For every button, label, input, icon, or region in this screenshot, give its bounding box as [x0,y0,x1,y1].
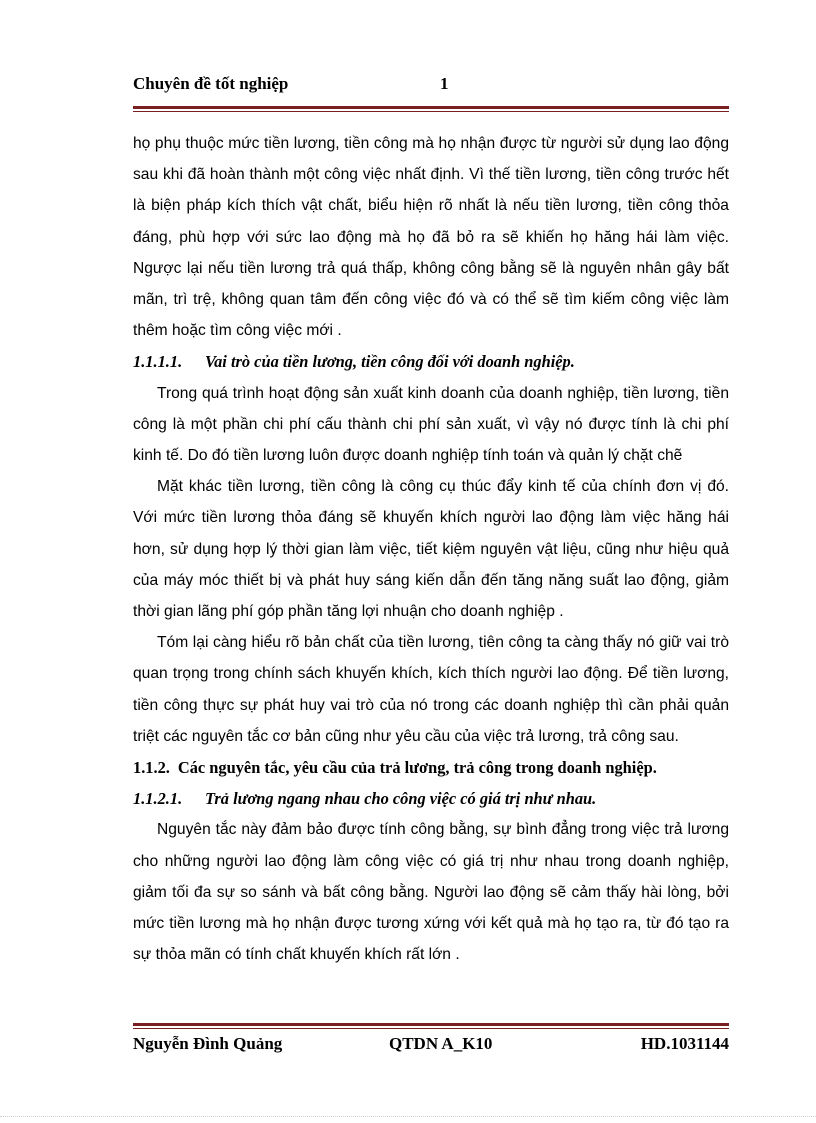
footer-student-id: HD.1031144 [640,1034,729,1053]
section-heading [133,752,729,783]
section-title: Các nguyên tắc, yêu cầu của trả lương, trả công trong doanh nghiệp. [177,758,657,778]
paragraph: Nguyên tắc này đảm bảo được tính công bằng, sự bình đẳng trong việc trả lương cho những người lao động làm công việc có giá trị như nhau trong doanh nghiệp, giảm tối đa sự so sánh và bất công bằng. Người lao động sẽ cảm thấy hài lòng, bởi mức tiền lương mà họ nhận được tương xứng với kết quả mà họ tạo ra, từ đó tạo ra sự thỏa mãn có tính chất khuyến khích rất lớn . [133,821,729,964]
page-number: 1 [440,74,449,93]
paragraph: Mặt khác tiền lương, tiền công là công cụ thúc đẩy kinh tế của chính đơn vị đó. Với mức tiền lương thỏa đáng sẽ khuyến khích người lao động làm việc hăng hái hơn, sử dụng hợp lý thời gian làm việc, tiết kiệm nguyên vật liệu, cũng như hiệu quả của máy móc thiết bị và phát huy sáng kiến dẫn đến tăng năng suất lao động, giảm thời gian lãng phí góp phần tăng lợi nhuận cho doanh nghiệp . [133,478,729,621]
document-body [133,128,729,970]
section-title: Trả lương ngang nhau cho công việc có giá trị như nhau. [205,789,597,809]
section-heading [133,346,729,377]
header-divider [133,106,729,112]
paragraph: Tóm lại càng hiểu rõ bản chất của tiền lương, tiên công ta càng thấy nó giữ vai trò quan trọng trong chính sách khuyến khích, kích thích người lao động. Để tiền lương, tiền công thực sự phát huy vai trò của nó trong các doanh nghiệp thì cần phải quản triệt các nguyên tắc cơ bản cũng như yêu cầu của việc trả lương, trả công sau. [133,634,729,745]
page-edge [0,1116,816,1118]
section-number: 1.1.2.1. [133,789,183,809]
header-title: Chuyên đề tốt nghiệp [133,74,289,93]
footer-divider [133,1023,729,1029]
section-number: 1.1.2. [133,758,170,778]
footer-author: Nguyễn Đình Quảng [133,1034,283,1053]
section-heading [133,783,729,814]
page-footer [133,1034,729,1058]
paragraph: Trong quá trình hoạt động sản xuất kinh doanh của doanh nghiệp, tiền lương, tiền công là một phần chi phí cấu thành chi phí sản xuất, vì vậy nó được tính là chi phí kinh tế. Do đó tiền lương luôn được doanh nghiệp tính toán và quản lý chặt chẽ [133,384,729,465]
page-header [133,74,729,98]
paragraph: họ phụ thuộc mức tiền lương, tiền công mà họ nhận được từ người sử dụng lao động sau khi đã hoàn thành một công việc nhất định. Vì thế tiền lương, tiền công trước hết là biện pháp kích thích vật chất, biểu hiện rõ nhất là nếu tiền lương, tiền công thỏa đáng, phù hợp với sức lao động mà họ đã bỏ ra sẽ khiến họ hăng hái làm việc. Ngược lại nếu tiền lương trả quá thấp, không công bằng sẽ là nguyên nhân gây bất mãn, trì trệ, không quan tâm đến công việc đó và có thể sẽ tìm kiếm công việc làm thêm hoặc tìm công việc mới . [133,135,729,340]
section-number: 1.1.1.1. [133,352,183,372]
footer-class: QTDN A_K10 [389,1034,493,1053]
section-title: Vai trò của tiền lương, tiền công đối với doanh nghiệp. [205,352,575,372]
